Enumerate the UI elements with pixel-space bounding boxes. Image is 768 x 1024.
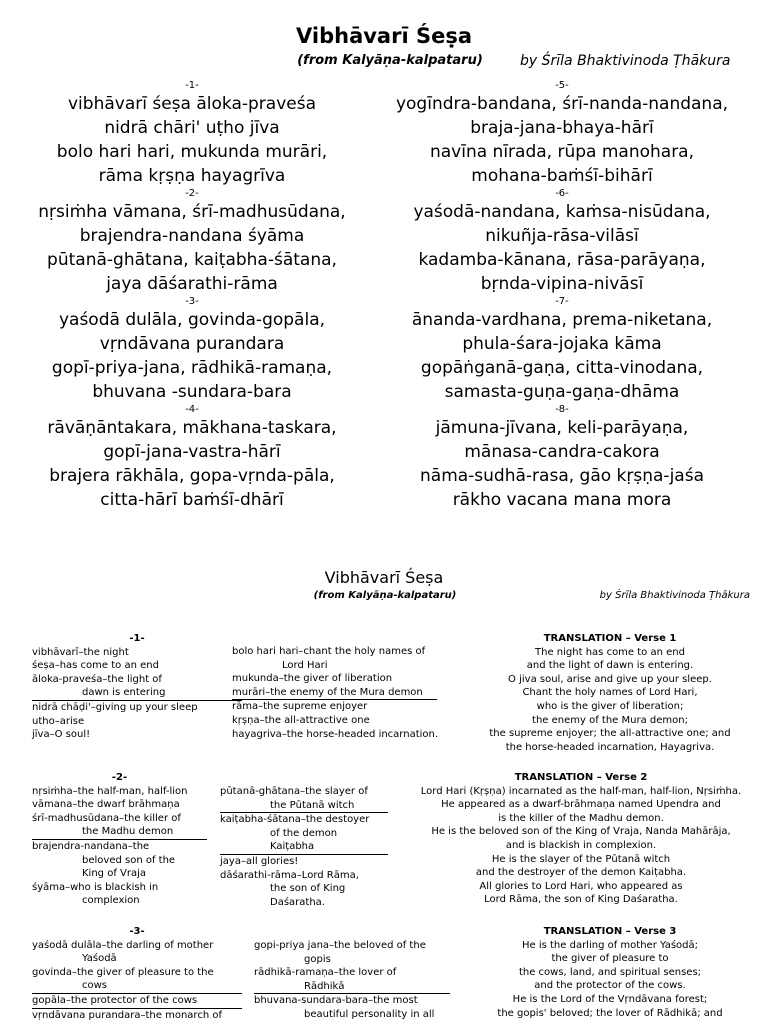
translation-line: the giver of pleasure to (551, 953, 669, 965)
glossary-entry: bolo hari hari–chant the holy names of (232, 646, 426, 657)
translation-line: Lord Hari (Kṛṣṇa) incarnated as the half-man, half-lion, Nṛsiṁha. (420, 785, 742, 797)
translation-verse-1 (460, 632, 760, 754)
glossary-entry: nidrā chāḍi'–giving up your sleep (32, 701, 198, 713)
verse-line: jāmuna-jīvana, keli-parāyaṇa, (435, 418, 689, 438)
verse-line: phula-śara-jojaka kāma (462, 334, 662, 354)
translation-line: the supreme enjoyer; the all-attractive one; and (489, 728, 731, 740)
verse-line: brajendra-nandana śyāma (79, 226, 305, 246)
glossary-v3-col-a (32, 925, 242, 1022)
translation-line: and the protector of the cows. (534, 980, 686, 992)
verse-number: -3- (185, 296, 199, 307)
verse-line: yaśodā-nandana, kaṁsa-nisūdana, (413, 202, 711, 222)
verse-line: navīna nīrada, rūpa manohara, (429, 142, 695, 162)
verse-line: vibhāvarī śeṣa āloka-praveśa (68, 94, 316, 114)
verse-number: -1- (185, 80, 199, 91)
glossary-entry: the son of King (270, 883, 346, 895)
translation-line: Lord Rāma, the son of King Daśaratha. (484, 894, 678, 906)
translation-line: He is the Lord of the Vṛndāvana forest; (512, 993, 708, 1005)
verse-block-8 (370, 404, 754, 512)
translation-line: and is blackish in complexion. (505, 839, 657, 851)
translation-line: The night has come to an end (535, 646, 685, 658)
glossary-entry: Yaśodā (82, 953, 117, 965)
glossary-entry: vibhāvarī–the night (32, 646, 129, 658)
verse-line: gopī-priya-jana, rādhikā-ramaṇa, (51, 358, 333, 378)
translation-line: the gopis' beloved; the lover of Rādhikā; and (497, 1007, 723, 1019)
verse-number: -2- (185, 188, 199, 199)
glossary-title: Vibhāvarī Śeṣa (324, 568, 444, 587)
verse-number: -6- (555, 188, 569, 199)
page-title: Vibhāvarī Śeṣa (296, 24, 472, 48)
verse-line: nāma-sudhā-rasa, gāo kṛṣṇa-jaśa (420, 466, 704, 486)
translation-line: the horse-headed incarnation, Hayagriva. (505, 741, 715, 753)
glossary-entry: govinda–the giver of pleasure to the (32, 966, 214, 978)
verse-column-right (370, 80, 754, 512)
verse-line: mohana-baṁśī-bihārī (471, 166, 653, 186)
glossary-entry: dāśarathi-rāma–Lord Rāma, (220, 869, 359, 881)
glossary-v3-col-b (254, 939, 450, 1022)
verse-block-3 (0, 296, 384, 404)
glossary-entry: śeṣa–has come to an end (32, 660, 159, 672)
glossary-entry: utho–arise (32, 715, 85, 727)
verse-line: rāvāṇāntakara, mākhana-taskara, (47, 418, 337, 438)
translation-line: the enemy of the Mura demon; (532, 714, 688, 726)
glossary-verse-number: -2- (111, 772, 128, 783)
verse-line: vṛndāvana purandara (99, 334, 285, 354)
translation-verse-3 (460, 925, 760, 1020)
glossary-entry: āloka-praveśa–the light of (32, 673, 162, 685)
verse-line: yaśodā dulāla, govinda-gopāla, (58, 310, 326, 330)
verse-block-2 (0, 188, 384, 296)
glossary-v1-col-b (232, 645, 437, 741)
verse-line: bhuvana -sundara-bara (92, 382, 292, 402)
verse-block-6 (370, 188, 754, 296)
glossary-entry: vāmana–the dwarf brāhmaṇa (32, 799, 180, 811)
verse-number: -4- (185, 404, 199, 415)
verse-line: kadamba-kānana, rāsa-parāyaṇa, (418, 250, 706, 270)
translation-line: All glories to Lord Hari, who appeared as (479, 880, 683, 892)
translation-line: is the killer of the Madhu demon. (498, 812, 664, 824)
glossary-entry: rādhikā-ramaṇa–the lover of (254, 967, 397, 979)
verse-block-1 (0, 80, 384, 188)
glossary-author: by Śrīla Bhaktivinoda Ṭhākura (599, 590, 750, 601)
verse-line: ānanda-vardhana, prema-niketana, (411, 310, 713, 330)
glossary-v1-col-a (32, 632, 242, 742)
glossary-verse-number: -1- (129, 633, 145, 644)
verse-column-left (0, 80, 384, 512)
translation-line: He appeared as a dwarf-brāhmaṇa named Upendra and (441, 799, 721, 811)
glossary-entry: Lord Hari (282, 659, 328, 671)
glossary-entry: murāri–the enemy of the Mura demon (232, 686, 437, 701)
glossary-entry: mukunda–the giver of liberation (232, 673, 393, 685)
page-subtitle: (from Kalyāṇa-kalpataru) (297, 53, 483, 68)
glossary-entry: beautiful personality in all (304, 1008, 435, 1020)
glossary-entry: of the demon (270, 827, 338, 839)
verse-line: samasta-guṇa-gaṇa-dhāma (444, 382, 680, 402)
glossary-entry: beloved son of the (82, 854, 176, 866)
verse-line: jaya dāśarathi-rāma (106, 274, 278, 294)
glossary-subtitle: (from Kalyāṇa-kalpataru) (313, 590, 457, 601)
glossary-verse-number: -3- (129, 926, 145, 937)
glossary-entry: Rādhikā (254, 980, 450, 995)
glossary-entry: hayagriva–the horse-headed incarnation. (232, 728, 439, 740)
glossary-v2-col-b (220, 785, 388, 909)
translation-verse-2 (398, 771, 764, 907)
translation-line: the cows, land, and spiritual senses; (518, 966, 702, 978)
verse-line: nikuñja-rāsa-vilāsī (485, 226, 639, 246)
verse-block-5 (370, 80, 754, 188)
glossary-entry: jīva–O soul! (32, 729, 91, 741)
verse-line: nṛsiṁha vāmana, śrī-madhusūdana, (38, 202, 346, 222)
glossary-entry: kṛṣṇa–the all-attractive one (232, 714, 370, 726)
glossary-entry: yaśodā dulāla–the darling of mother (32, 939, 214, 951)
glossary-entry: King of Vraja (82, 868, 147, 880)
glossary-entry: complexion (82, 895, 140, 907)
glossary-entry: the Madhu demon (32, 825, 207, 840)
translation-line: and the destroyer of the demon Kaiṭabha. (475, 867, 687, 879)
verse-number: -8- (555, 404, 569, 415)
glossary-entry: cows (32, 979, 242, 994)
verse-line: citta-hārī baṁśī-dhārī (100, 490, 284, 510)
glossary-entry: gopi-priya jana–the beloved of the (254, 940, 426, 951)
verse-line: rākho vacana mana mora (452, 490, 672, 510)
glossary-entry: Daśaratha. (270, 896, 325, 908)
translation-heading: TRANSLATION – Verse 1 (543, 633, 677, 644)
glossary-entry: kaiṭabha-śātana–the destoyer (220, 814, 370, 826)
translation-line: Chant the holy names of Lord Hari, (522, 687, 698, 699)
translation-line: who is the giver of liberation; (536, 700, 684, 712)
verse-line: braja-jana-bhaya-hārī (470, 118, 654, 138)
glossary-entry: gopāla–the protector of the cows (32, 994, 242, 1009)
verse-block-7 (370, 296, 754, 404)
glossary-entry: vṛndāvana purandara–the monarch of (32, 1009, 222, 1021)
glossary-entry: brajendra-nandana–the (32, 840, 150, 852)
glossary-entry: the Pūtanā witch (220, 799, 388, 814)
glossary-entry: bhuvana-sundara-bara–the most (254, 995, 418, 1007)
glossary-entry: pūtanā-ghātana–the slayer of (220, 786, 368, 797)
verse-line: yogīndra-bandana, śrī-nanda-nandana, (395, 94, 729, 114)
translation-line: He is the slayer of the Pūtanā witch (491, 853, 671, 865)
verse-block-4 (0, 404, 384, 512)
translation-line: He is the beloved son of the King of Vraja, Nanda Mahārāja, (431, 826, 731, 838)
translation-line: He is the darling of mother Yaśodā; (521, 939, 699, 951)
verse-line: mānasa-candra-cakora (464, 442, 660, 462)
translation-line: O jiva soul, arise and give up your sleep. (508, 673, 712, 685)
verse-line: brajera rākhāla, gopa-vṛnda-pāla, (49, 466, 335, 486)
glossary-entry: śyāma–who is blackish in (32, 881, 159, 893)
verse-line: bolo hari hari, mukunda murāri, (56, 142, 328, 162)
glossary-v2-col-a (32, 771, 207, 908)
glossary-entry: rāma–the supreme enjoyer (232, 701, 368, 713)
translation-line: and the light of dawn is entering. (526, 660, 694, 672)
glossary-entry: dawn is entering (32, 686, 242, 701)
translation-heading: TRANSLATION – Verse 3 (543, 926, 677, 937)
translation-heading: TRANSLATION – Verse 2 (514, 772, 648, 783)
verse-number: -5- (555, 80, 569, 91)
verse-line: rāma kṛṣṇa hayagrīva (98, 166, 286, 186)
glossary-entry: Kaiṭabha (220, 840, 388, 855)
glossary-entry: nṛsiṁha–the half-man, half-lion (32, 785, 188, 797)
verse-line: bṛnda-vipina-nivāsī (480, 274, 644, 294)
verse-line: nidrā chāri' uṭho jīva (104, 118, 280, 138)
glossary-entry: śrī-madhusūdana–the killer of (32, 812, 181, 824)
verse-number: -7- (555, 296, 569, 307)
verse-line: gopāṅganā-gaṇa, citta-vinodana, (420, 358, 704, 378)
glossary-entry: gopis (304, 953, 331, 965)
glossary-entry: jaya–all glories! (220, 855, 299, 867)
verse-line: pūtanā-ghātana, kaiṭabha-śātana, (47, 250, 337, 270)
verse-line: gopī-jana-vastra-hārī (103, 442, 281, 462)
author-credit: by Śrīla Bhaktivinoda Ṭhākura (520, 53, 731, 69)
